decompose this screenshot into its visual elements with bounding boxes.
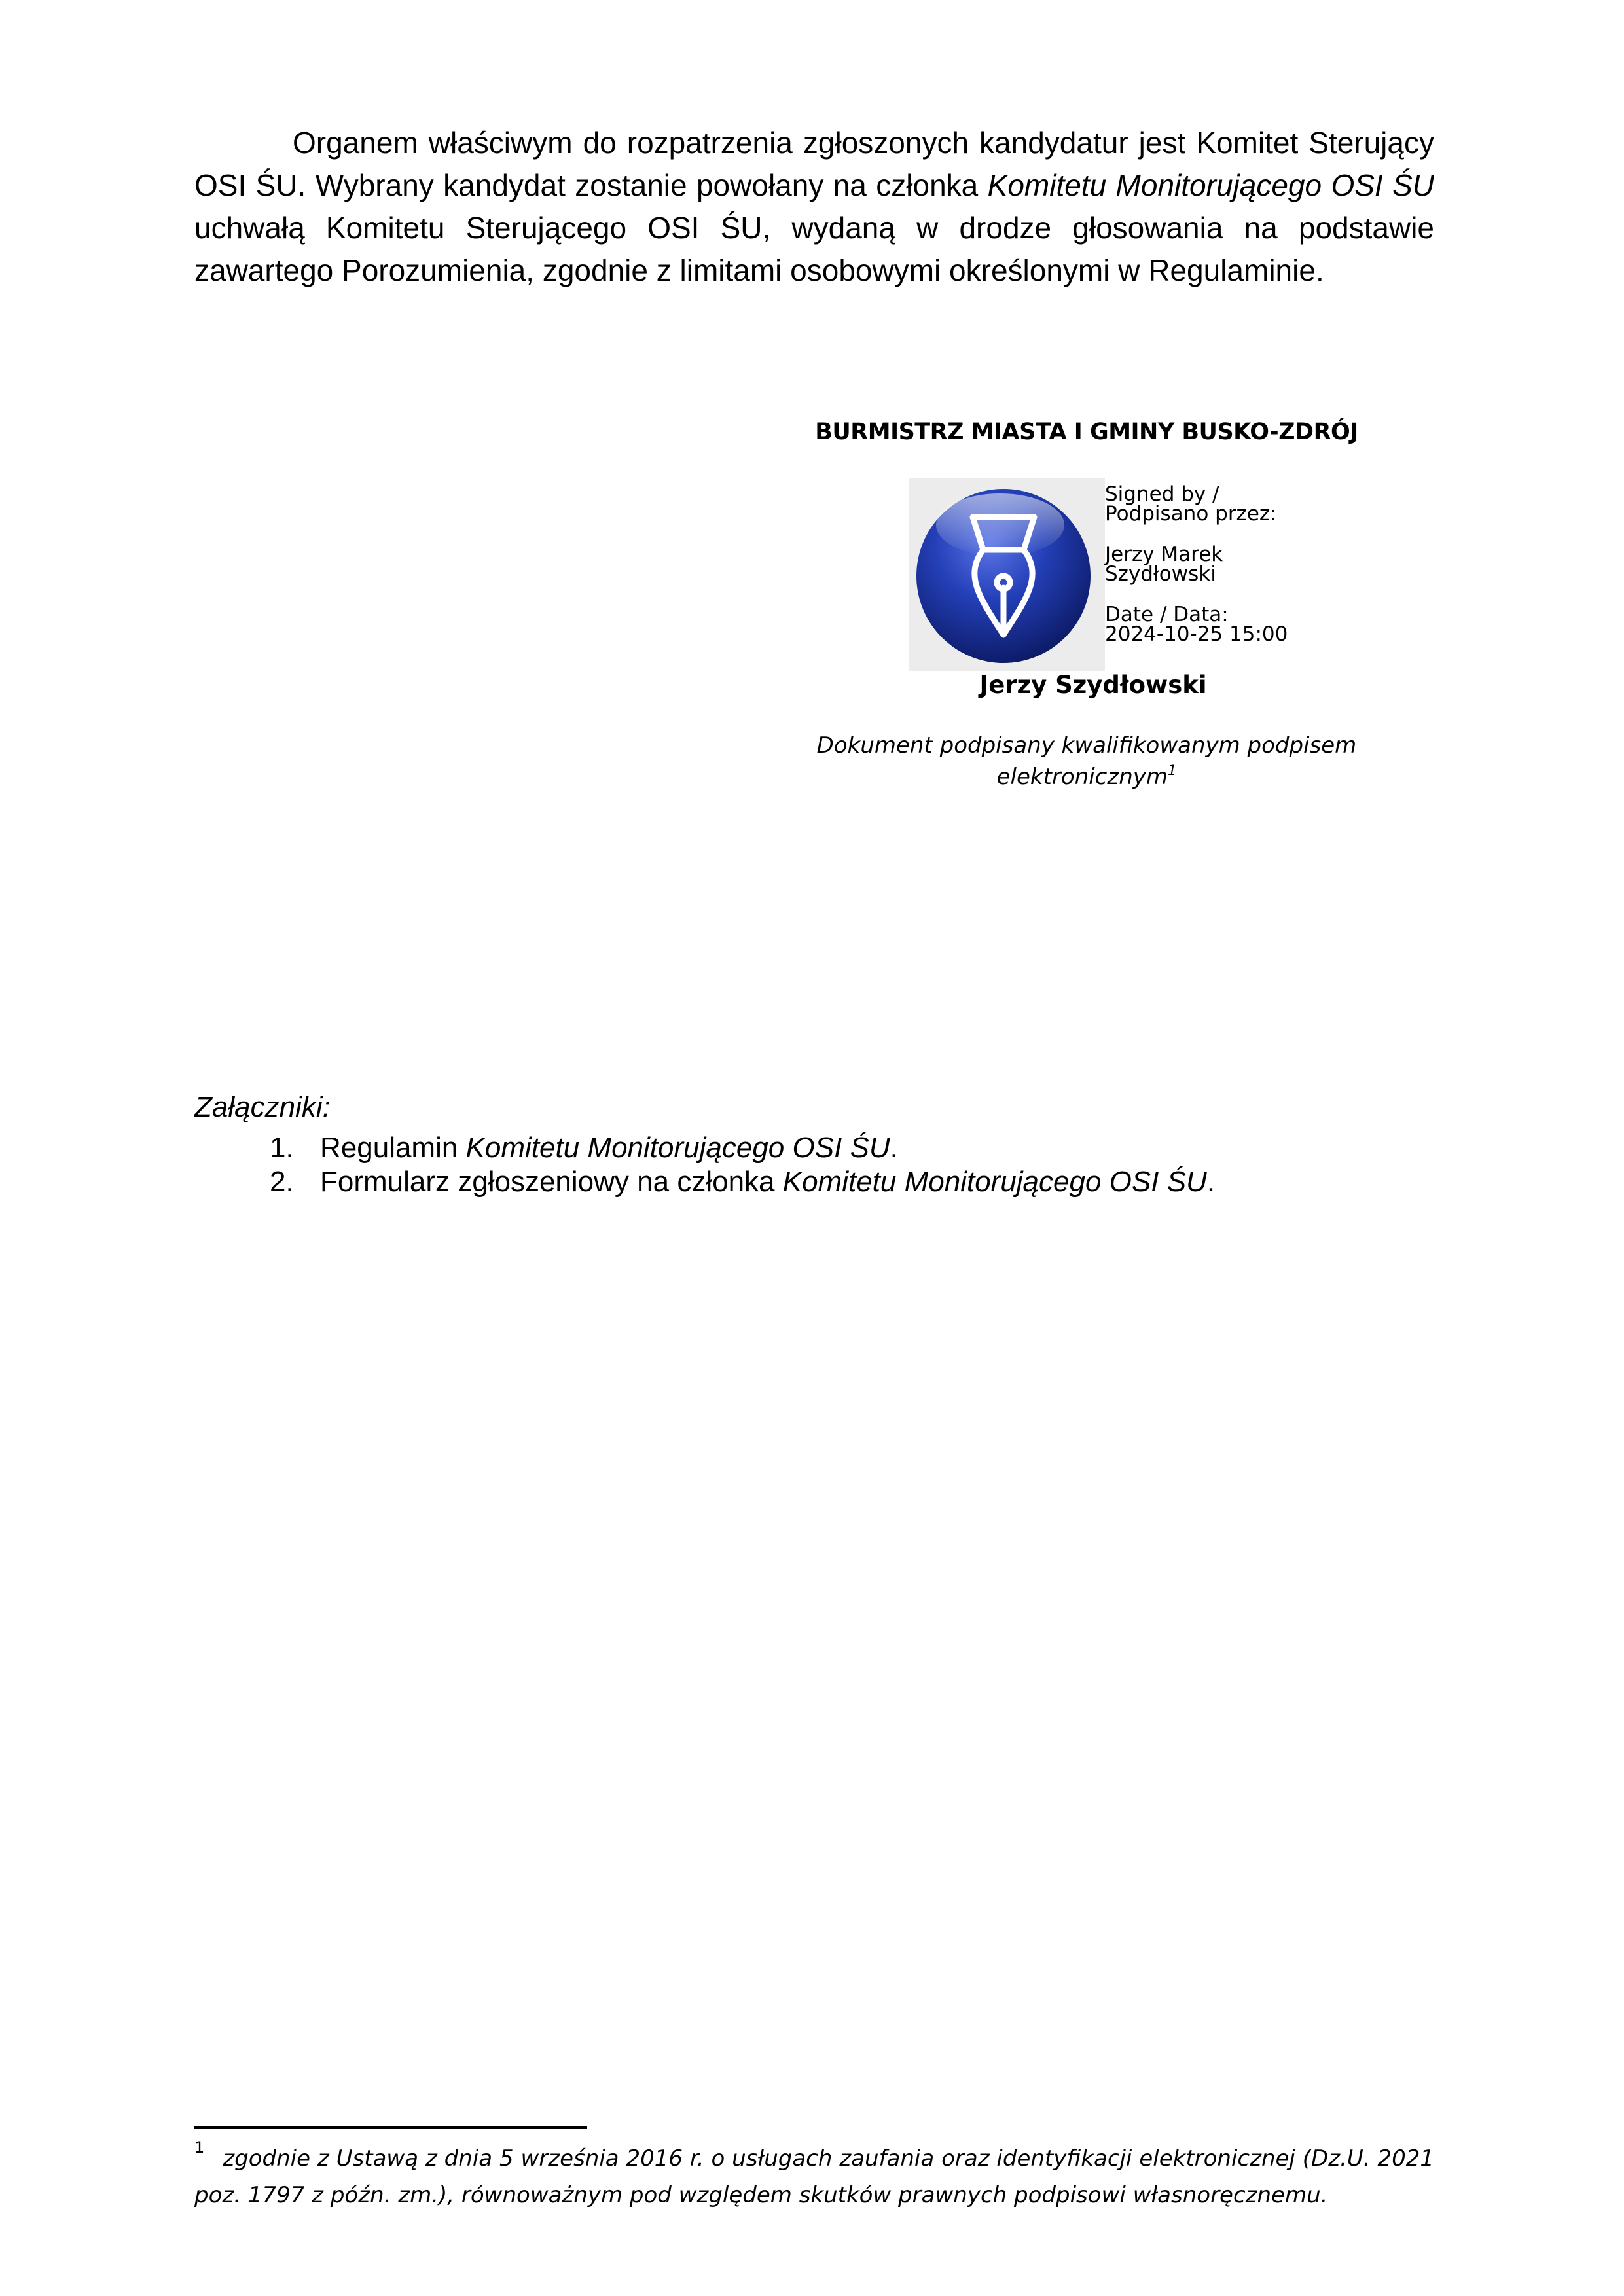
footnote-separator [194,2126,587,2129]
signed-by-label-line2: Podpisano przez: [1105,502,1277,526]
body-paragraph [194,122,1434,292]
fountain-pen-nib-icon [909,478,1105,671]
signer-name: Jerzy Szydłowski [979,671,1207,699]
paragraph-text-part2: uchwałą Komitetu Sterującego OSI ŚU, wydaną w drodze głosowania na podstawie zawartego Porozumienia, zgodnie z limitami osobowymi określonymi w Regulaminie. [194,211,1434,287]
attachment-italic: Komitetu Monitorującego OSI ŚU [465,1132,890,1164]
attachment-suffix: . [890,1132,898,1164]
date-value: 2024-10-25 15:00 [1105,622,1288,646]
footnote-text: zgodnie z Ustawą z dnia 5 września 2016 r. o usługach zaufania oraz identyfikacji elektronicznej (Dz.U. 2021 poz. 1797 z późn. zm.), równoważnym pod względem skutków prawnych podpisowi własnoręcznemu. [194,2145,1434,2208]
signer-full-name-line2: Szydłowski [1105,562,1216,586]
attachments-list [194,1131,1434,1199]
attachment-italic: Komitetu Monitorującego OSI ŚU [782,1166,1207,1198]
attachment-item [194,1165,1434,1199]
attachment-number: 2. [270,1166,294,1198]
footnote [194,2140,1434,2214]
electronic-signature-stamp [909,478,1367,674]
signer-full-name-line1: Jerzy Marek [1105,543,1223,566]
attachments-heading: Załączniki: [194,1091,331,1123]
footnote-marker: 1 [194,2138,205,2157]
paragraph-text-part1: Organem właściwym do rozpatrzenia zgłoszonych kandydatur jest Komitet Sterujący OSI ŚU. Wybrany kandydat zostanie powołany na członka [194,126,1434,202]
signature-details [1105,484,1367,665]
attachment-number: 1. [270,1132,294,1164]
attachment-suffix: . [1206,1166,1216,1198]
signed-by-label-line1: Signed by / [1105,482,1219,506]
qualified-signature-note [759,730,1414,793]
attachment-text: Formularz zgłoszeniowy na członka [320,1166,783,1198]
attachment-text: Regulamin [320,1132,466,1164]
signature-office-title: BURMISTRZ MIASTA I GMINY BUSKO-ZDRÓJ [815,419,1358,445]
attachment-item [194,1131,1434,1165]
qualified-note-text: Dokument podpisany kwalifikowanym podpisem elektronicznym [816,732,1357,790]
footnote-reference: 1 [1168,762,1177,778]
paragraph-italic-committee: Komitetu Monitorującego OSI ŚU [987,168,1434,202]
date-label: Date / Data: [1105,603,1229,626]
